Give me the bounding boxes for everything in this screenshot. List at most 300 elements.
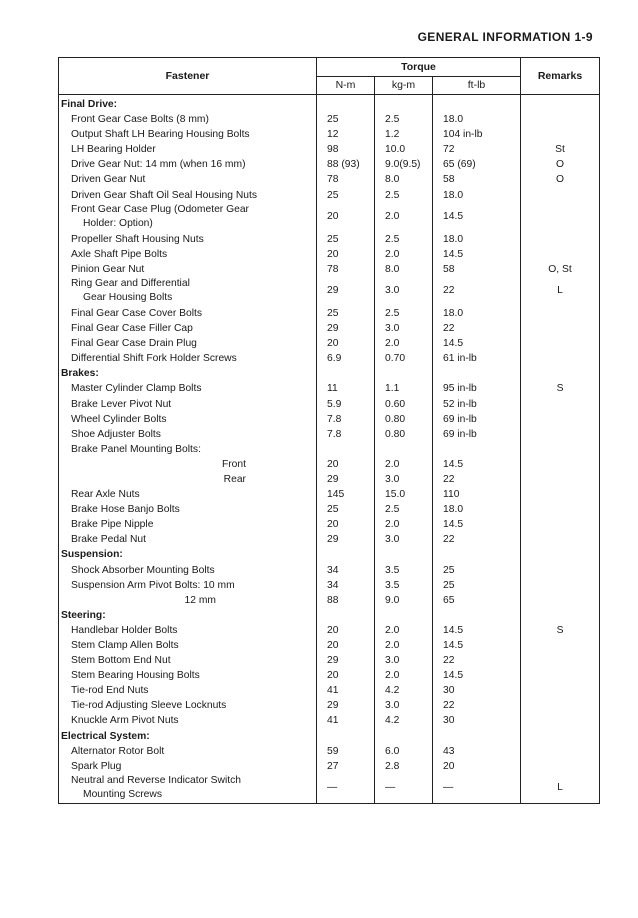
table-row	[59, 532, 600, 547]
fastener-label: Stem Clamp Allen Bolts	[71, 640, 179, 651]
table-row	[59, 112, 600, 127]
ftlb-cell: 25	[433, 578, 521, 593]
fastener-cell	[59, 203, 317, 232]
kgm-cell: 2.8	[375, 759, 433, 774]
nm-cell: 25	[317, 306, 375, 321]
fastener-cell	[59, 232, 317, 247]
nm-cell	[317, 95, 375, 113]
ftlb-cell: 14.5	[433, 336, 521, 351]
fastener-label-continued: Holder: Option)	[83, 218, 153, 230]
fastener-label: 12 mm	[184, 594, 216, 606]
section-heading	[59, 547, 317, 562]
nm-cell: 27	[317, 759, 375, 774]
remarks-cell	[521, 502, 600, 517]
table-row	[59, 277, 600, 306]
table-row	[59, 653, 600, 668]
remarks-cell: S	[521, 623, 600, 638]
fastener-label: Tie-rod End Nuts	[71, 685, 149, 697]
kgm-cell: 2.5	[375, 112, 433, 127]
fastener-label: Tie-rod Adjusting Sleeve Locknuts	[71, 700, 227, 712]
table-row	[59, 759, 600, 774]
remarks-cell	[521, 127, 600, 142]
nm-cell: 5.9	[317, 397, 375, 412]
ftlb-cell: 14.5	[433, 638, 521, 653]
ftlb-cell: 22	[433, 472, 521, 487]
section-row	[59, 366, 600, 381]
kgm-cell: 9.0(9.5)	[375, 157, 433, 172]
table-row	[59, 232, 600, 247]
remarks-cell	[521, 397, 600, 412]
fastener-cell	[59, 442, 317, 457]
fastener-label: Shoe Adjuster Bolts	[71, 428, 161, 440]
kgm-cell: 3.0	[375, 472, 433, 487]
nm-cell: 41	[317, 713, 375, 728]
fastener-label: Alternator Rotor Bolt	[71, 745, 165, 757]
kgm-cell: 3.0	[375, 532, 433, 547]
kgm-cell: 2.5	[375, 502, 433, 517]
fastener-label: Electrical System:	[61, 730, 150, 742]
table-row	[59, 351, 600, 366]
kgm-cell: 3.0	[375, 698, 433, 713]
nm-cell: 29	[317, 532, 375, 547]
ftlb-cell: 65	[433, 593, 521, 608]
remarks-cell	[521, 517, 600, 532]
fastener-label: Brake Lever Pivot Nut	[71, 398, 172, 410]
nm-cell: 29	[317, 653, 375, 668]
remarks-cell	[521, 532, 600, 547]
fastener-cell	[59, 247, 317, 262]
nm-cell: 34	[317, 563, 375, 578]
nm-cell: 25	[317, 502, 375, 517]
fastener-label: Driven Gear Nut	[71, 174, 146, 186]
remarks-cell	[521, 578, 600, 593]
kgm-cell: 1.2	[375, 127, 433, 142]
fastener-label: Pinion Gear Nut	[71, 263, 145, 275]
column-header-remarks: Remarks	[521, 58, 600, 95]
remarks-cell	[521, 457, 600, 472]
ftlb-cell: 110	[433, 487, 521, 502]
column-header-kgm: kg-m	[375, 76, 433, 95]
kgm-cell: 1.1	[375, 381, 433, 396]
kgm-cell: 3.0	[375, 321, 433, 336]
nm-cell: 25	[317, 112, 375, 127]
section-row	[59, 608, 600, 623]
table-row	[59, 381, 600, 396]
ftlb-cell: 69 in-lb	[433, 412, 521, 427]
fastener-cell	[59, 157, 317, 172]
nm-cell: 78	[317, 262, 375, 277]
fastener-label: Spark Plug	[71, 760, 122, 772]
fastener-cell	[59, 321, 317, 336]
section-row	[59, 547, 600, 562]
remarks-cell	[521, 608, 600, 623]
torque-table-wrapper	[58, 57, 599, 804]
nm-cell: 78	[317, 172, 375, 187]
ftlb-cell: 22	[433, 277, 521, 306]
kgm-cell: 3.5	[375, 563, 433, 578]
nm-cell: 145	[317, 487, 375, 502]
table-row	[59, 262, 600, 277]
nm-cell: 98	[317, 142, 375, 157]
table-row	[59, 623, 600, 638]
nm-cell: 25	[317, 232, 375, 247]
fastener-cell	[59, 336, 317, 351]
fastener-label-continued: Gear Housing Bolts	[83, 292, 173, 304]
fastener-label: Output Shaft LH Bearing Housing Bolts	[71, 129, 250, 141]
fastener-label: Wheel Cylinder Bolts	[71, 413, 167, 425]
table-row	[59, 442, 600, 457]
ftlb-cell	[433, 547, 521, 562]
kgm-cell: 6.0	[375, 744, 433, 759]
fastener-cell	[59, 593, 317, 608]
fastener-cell	[59, 698, 317, 713]
ftlb-cell: 43	[433, 744, 521, 759]
nm-cell	[317, 547, 375, 562]
remarks-cell: L	[521, 277, 600, 306]
kgm-cell: 2.0	[375, 668, 433, 683]
ftlb-cell: 104 in-lb	[433, 127, 521, 142]
ftlb-cell: 14.5	[433, 203, 521, 232]
table-row	[59, 593, 600, 608]
torque-table	[58, 57, 600, 804]
fastener-label: Neutral and Reverse Indicator Switch	[71, 775, 241, 787]
table-row	[59, 247, 600, 262]
table-row	[59, 563, 600, 578]
fastener-label: Propeller Shaft Housing Nuts	[71, 233, 204, 245]
fastener-label: Front Gear Case Plug (Odometer Gear	[71, 204, 249, 216]
kgm-cell: 2.0	[375, 247, 433, 262]
remarks-cell	[521, 698, 600, 713]
remarks-cell	[521, 683, 600, 698]
ftlb-cell: 30	[433, 713, 521, 728]
nm-cell: —	[317, 774, 375, 804]
remarks-cell	[521, 547, 600, 562]
ftlb-cell: 18.0	[433, 232, 521, 247]
fastener-label: Rear Axle Nuts	[71, 489, 140, 501]
fastener-cell	[59, 532, 317, 547]
fastener-label: Shock Absorber Mounting Bolts	[71, 564, 215, 576]
remarks-cell	[521, 203, 600, 232]
fastener-label: Brake Pipe Nipple	[71, 519, 154, 531]
remarks-cell: L	[521, 774, 600, 804]
kgm-cell: 9.0	[375, 593, 433, 608]
remarks-cell: O, St	[521, 262, 600, 277]
nm-cell: 11	[317, 381, 375, 396]
fastener-label: Front Gear Case Bolts (8 mm)	[71, 114, 209, 126]
kgm-cell: 0.80	[375, 427, 433, 442]
table-row	[59, 774, 600, 804]
fastener-cell	[59, 472, 317, 487]
fastener-label: Suspension Arm Pivot Bolts: 10 mm	[71, 579, 235, 591]
table-row	[59, 517, 600, 532]
kgm-cell: 8.0	[375, 172, 433, 187]
ftlb-cell	[433, 729, 521, 744]
section-row	[59, 95, 600, 113]
fastener-cell	[59, 668, 317, 683]
kgm-cell: 2.0	[375, 336, 433, 351]
nm-cell: 29	[317, 277, 375, 306]
fastener-label: LH Bearing Holder	[71, 144, 156, 156]
remarks-cell	[521, 112, 600, 127]
nm-cell	[317, 442, 375, 457]
section-heading	[59, 95, 317, 113]
nm-cell: 41	[317, 683, 375, 698]
ftlb-cell: 25	[433, 563, 521, 578]
remarks-cell	[521, 472, 600, 487]
column-header-ftlb: ft-lb	[433, 76, 521, 95]
fastener-label: Suspension:	[61, 549, 123, 561]
nm-cell: 29	[317, 472, 375, 487]
nm-cell: 20	[317, 623, 375, 638]
ftlb-cell: 14.5	[433, 517, 521, 532]
ftlb-cell: 18.0	[433, 188, 521, 203]
fastener-cell	[59, 412, 317, 427]
ftlb-cell: 18.0	[433, 306, 521, 321]
remarks-cell	[521, 351, 600, 366]
ftlb-cell: 72	[433, 142, 521, 157]
fastener-label: Differential Shift Fork Holder Screws	[71, 353, 237, 365]
fastener-cell	[59, 457, 317, 472]
fastener-label: Final Gear Case Filler Cap	[71, 323, 193, 335]
remarks-cell	[521, 653, 600, 668]
nm-cell: 20	[317, 457, 375, 472]
table-row	[59, 472, 600, 487]
fastener-cell	[59, 713, 317, 728]
table-row	[59, 172, 600, 187]
kgm-cell: 15.0	[375, 487, 433, 502]
fastener-cell	[59, 381, 317, 396]
ftlb-cell: 65 (69)	[433, 157, 521, 172]
fastener-label: Brake Hose Banjo Bolts	[71, 504, 180, 516]
ftlb-cell: 18.0	[433, 112, 521, 127]
remarks-cell	[521, 729, 600, 744]
fastener-label-continued: Mounting Screws	[83, 789, 162, 801]
section-heading	[59, 366, 317, 381]
remarks-cell	[521, 232, 600, 247]
fastener-cell	[59, 172, 317, 187]
fastener-label: Brake Panel Mounting Bolts:	[71, 443, 201, 455]
ftlb-cell: 22	[433, 321, 521, 336]
table-row	[59, 578, 600, 593]
remarks-cell: S	[521, 381, 600, 396]
ftlb-cell: 61 in-lb	[433, 351, 521, 366]
ftlb-cell: 18.0	[433, 502, 521, 517]
table-row	[59, 668, 600, 683]
fastener-cell	[59, 502, 317, 517]
ftlb-cell: 22	[433, 698, 521, 713]
kgm-cell: 4.2	[375, 683, 433, 698]
column-header-nm: N-m	[317, 76, 375, 95]
remarks-cell	[521, 188, 600, 203]
fastener-cell	[59, 351, 317, 366]
kgm-cell	[375, 366, 433, 381]
remarks-cell	[521, 563, 600, 578]
kgm-cell: 2.0	[375, 638, 433, 653]
remarks-cell	[521, 713, 600, 728]
kgm-cell: 8.0	[375, 262, 433, 277]
table-row	[59, 502, 600, 517]
kgm-cell	[375, 442, 433, 457]
fastener-cell	[59, 683, 317, 698]
fastener-label: Brake Pedal Nut	[71, 534, 146, 546]
nm-cell	[317, 366, 375, 381]
remarks-cell	[521, 759, 600, 774]
table-row	[59, 698, 600, 713]
kgm-cell: 0.80	[375, 412, 433, 427]
nm-cell: 20	[317, 638, 375, 653]
nm-cell: 25	[317, 188, 375, 203]
nm-cell: 34	[317, 578, 375, 593]
kgm-cell: 2.0	[375, 457, 433, 472]
table-row	[59, 157, 600, 172]
ftlb-cell: 22	[433, 653, 521, 668]
kgm-cell: 2.0	[375, 517, 433, 532]
ftlb-cell: 20	[433, 759, 521, 774]
remarks-cell	[521, 442, 600, 457]
kgm-cell: 3.5	[375, 578, 433, 593]
nm-cell: 20	[317, 203, 375, 232]
table-row	[59, 683, 600, 698]
kgm-cell: 2.0	[375, 203, 433, 232]
ftlb-cell	[433, 95, 521, 113]
kgm-cell: 2.5	[375, 306, 433, 321]
kgm-cell: 0.60	[375, 397, 433, 412]
fastener-label: Driven Gear Shaft Oil Seal Housing Nuts	[71, 189, 257, 201]
kgm-cell: 0.70	[375, 351, 433, 366]
table-row	[59, 412, 600, 427]
remarks-cell	[521, 744, 600, 759]
ftlb-cell: 95 in-lb	[433, 381, 521, 396]
ftlb-cell: —	[433, 774, 521, 804]
remarks-cell	[521, 487, 600, 502]
fastener-label: Steering:	[61, 609, 106, 621]
fastener-label: Final Gear Case Drain Plug	[71, 338, 197, 350]
nm-cell: 59	[317, 744, 375, 759]
fastener-cell	[59, 427, 317, 442]
kgm-cell	[375, 95, 433, 113]
ftlb-cell: 30	[433, 683, 521, 698]
kgm-cell: 3.0	[375, 653, 433, 668]
remarks-cell	[521, 593, 600, 608]
ftlb-cell: 52 in-lb	[433, 397, 521, 412]
section-row	[59, 729, 600, 744]
fastener-cell	[59, 578, 317, 593]
section-heading	[59, 608, 317, 623]
fastener-label: Handlebar Holder Bolts	[71, 624, 178, 636]
nm-cell: 12	[317, 127, 375, 142]
fastener-label: Axle Shaft Pipe Bolts	[71, 248, 168, 260]
kgm-cell	[375, 608, 433, 623]
kgm-cell	[375, 729, 433, 744]
table-row	[59, 142, 600, 157]
fastener-label: Knuckle Arm Pivot Nuts	[71, 715, 179, 727]
ftlb-cell	[433, 608, 521, 623]
fastener-label: Ring Gear and Differential	[71, 278, 190, 290]
fastener-cell	[59, 774, 317, 804]
fastener-label: Rear	[223, 473, 246, 485]
kgm-cell: 4.2	[375, 713, 433, 728]
kgm-cell: 2.5	[375, 232, 433, 247]
table-row	[59, 336, 600, 351]
nm-cell: 6.9	[317, 351, 375, 366]
fastener-cell	[59, 517, 317, 532]
fastener-cell	[59, 563, 317, 578]
kgm-cell: 2.0	[375, 623, 433, 638]
table-header	[59, 58, 600, 95]
remarks-cell	[521, 306, 600, 321]
table-row	[59, 427, 600, 442]
fastener-cell	[59, 487, 317, 502]
nm-cell: 29	[317, 321, 375, 336]
fastener-cell	[59, 306, 317, 321]
kgm-cell: 3.0	[375, 277, 433, 306]
table-row	[59, 397, 600, 412]
page-header: GENERAL INFORMATION 1-9	[417, 30, 593, 44]
remarks-cell	[521, 638, 600, 653]
ftlb-cell: 14.5	[433, 623, 521, 638]
fastener-cell	[59, 623, 317, 638]
nm-cell: 20	[317, 668, 375, 683]
remarks-cell	[521, 412, 600, 427]
table-row	[59, 321, 600, 336]
ftlb-cell: 58	[433, 172, 521, 187]
remarks-cell	[521, 321, 600, 336]
nm-cell: 20	[317, 517, 375, 532]
fastener-cell	[59, 653, 317, 668]
fastener-label: Master Cylinder Clamp Bolts	[71, 383, 202, 395]
fastener-cell	[59, 127, 317, 142]
ftlb-cell	[433, 442, 521, 457]
fastener-label: Final Gear Case Cover Bolts	[71, 307, 203, 319]
fastener-cell	[59, 759, 317, 774]
column-header-torque: Torque	[317, 58, 521, 77]
remarks-cell	[521, 366, 600, 381]
fastener-cell	[59, 112, 317, 127]
column-header-fastener: Fastener	[59, 58, 317, 95]
table-row	[59, 487, 600, 502]
nm-cell: 20	[317, 336, 375, 351]
nm-cell: 88 (93)	[317, 157, 375, 172]
table-row	[59, 744, 600, 759]
remarks-cell	[521, 668, 600, 683]
nm-cell: 29	[317, 698, 375, 713]
ftlb-cell: 14.5	[433, 247, 521, 262]
table-row	[59, 203, 600, 232]
ftlb-cell: 58	[433, 262, 521, 277]
fastener-label: Drive Gear Nut: 14 mm (when 16 mm)	[71, 159, 246, 171]
nm-cell	[317, 729, 375, 744]
remarks-cell: St	[521, 142, 600, 157]
fastener-cell	[59, 142, 317, 157]
remarks-cell	[521, 427, 600, 442]
fastener-cell	[59, 277, 317, 306]
table-row	[59, 188, 600, 203]
fastener-cell	[59, 638, 317, 653]
fastener-cell	[59, 744, 317, 759]
remarks-cell	[521, 336, 600, 351]
remarks-cell: O	[521, 157, 600, 172]
remarks-cell	[521, 95, 600, 113]
fastener-cell	[59, 397, 317, 412]
table-row	[59, 127, 600, 142]
fastener-label: Stem Bottom End Nut	[71, 655, 171, 667]
nm-cell	[317, 608, 375, 623]
fastener-cell	[59, 262, 317, 277]
table-row	[59, 306, 600, 321]
kgm-cell: 2.5	[375, 188, 433, 203]
kgm-cell: 10.0	[375, 142, 433, 157]
nm-cell: 20	[317, 247, 375, 262]
